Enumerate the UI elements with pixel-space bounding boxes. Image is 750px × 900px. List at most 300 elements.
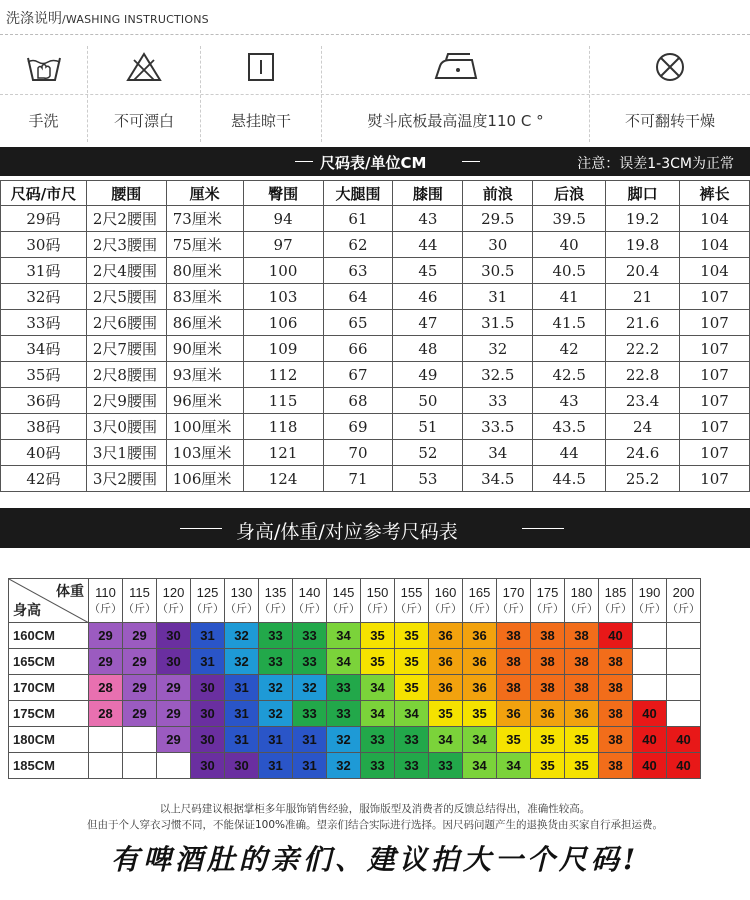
no-tumble-dry-icon xyxy=(650,50,690,84)
size-cell: 29 xyxy=(89,623,123,649)
table-cell: 97 xyxy=(243,232,323,258)
size-cell: 36 xyxy=(463,649,497,675)
weight-unit: （斤） xyxy=(225,602,258,615)
table-cell: 30 xyxy=(463,232,533,258)
size-cell: 36 xyxy=(531,701,565,727)
weight-header xyxy=(463,579,497,623)
weight-header xyxy=(497,579,531,623)
weight-value: 170 xyxy=(502,584,525,600)
table-cell: 21.6 xyxy=(606,310,680,336)
table-row xyxy=(9,701,701,727)
weight-unit: （斤） xyxy=(191,602,224,615)
size-cell xyxy=(89,753,123,779)
title-line-right xyxy=(522,528,564,529)
table-cell: 103 xyxy=(243,284,323,310)
size-cell: 33 xyxy=(293,701,327,727)
table-cell: 107 xyxy=(680,310,750,336)
size-cell: 29 xyxy=(123,675,157,701)
weight-header xyxy=(123,579,157,623)
wash-label: 不可漂白 xyxy=(113,112,174,130)
table-cell: 19.8 xyxy=(606,232,680,258)
size-cell: 32 xyxy=(293,675,327,701)
weight-unit: （斤） xyxy=(361,602,394,615)
table-cell: 33.5 xyxy=(463,414,533,440)
size-cell xyxy=(123,727,157,753)
size-cell: 31 xyxy=(225,701,259,727)
slogan: 有啤酒肚的亲们、建议拍大一个尺码! xyxy=(110,843,640,876)
table-cell: 47 xyxy=(393,310,463,336)
table-cell: 2尺3腰围 xyxy=(86,232,166,258)
height-cell: 160CM xyxy=(9,623,89,649)
table-row xyxy=(1,206,750,232)
table-cell: 34码 xyxy=(1,336,87,362)
table-cell: 42.5 xyxy=(533,362,606,388)
size-cell: 28 xyxy=(89,675,123,701)
weight-value: 180 xyxy=(570,584,593,600)
title-line-left xyxy=(295,161,313,162)
table-cell: 29码 xyxy=(1,206,87,232)
table-cell: 29.5 xyxy=(463,206,533,232)
weight-unit: （斤） xyxy=(327,602,360,615)
size-cell: 29 xyxy=(89,649,123,675)
size-cell: 34 xyxy=(463,727,497,753)
size-cell: 36 xyxy=(463,623,497,649)
size-table xyxy=(0,180,750,492)
table-cell: 22.2 xyxy=(606,336,680,362)
table-cell: 3尺0腰围 xyxy=(86,414,166,440)
size-cell: 34 xyxy=(361,701,395,727)
size-cell: 38 xyxy=(531,649,565,675)
table-cell: 73厘米 xyxy=(166,206,243,232)
table-cell: 20.4 xyxy=(606,258,680,284)
weight-value: 115 xyxy=(129,584,150,600)
weight-header xyxy=(157,579,191,623)
size-cell: 34 xyxy=(497,753,531,779)
size-cell: 40 xyxy=(633,727,667,753)
weight-label: 体重 xyxy=(56,583,84,599)
table-cell: 43 xyxy=(393,206,463,232)
column-header: 前浪 xyxy=(463,181,533,206)
title-line-left xyxy=(180,528,222,529)
weight-unit: （斤） xyxy=(633,602,666,615)
size-cell: 30 xyxy=(191,675,225,701)
table-cell: 90厘米 xyxy=(166,336,243,362)
table-cell: 2尺7腰围 xyxy=(86,336,166,362)
column-header: 裤长 xyxy=(680,181,750,206)
size-cell: 34 xyxy=(429,727,463,753)
column-header: 膝围 xyxy=(393,181,463,206)
size-cell: 38 xyxy=(565,623,599,649)
divider xyxy=(0,94,750,95)
table-cell: 40 xyxy=(533,232,606,258)
table-cell: 24.6 xyxy=(606,440,680,466)
table-cell: 100厘米 xyxy=(166,414,243,440)
iron-icon xyxy=(432,50,480,84)
size-cell: 36 xyxy=(497,701,531,727)
size-cell xyxy=(89,727,123,753)
size-cell xyxy=(667,649,701,675)
table-cell: 3尺1腰围 xyxy=(86,440,166,466)
table-cell: 96厘米 xyxy=(166,388,243,414)
weight-header xyxy=(565,579,599,623)
size-cell: 31 xyxy=(293,727,327,753)
disclaimer-line-2: 但由于个人穿衣习惯不同，不能保证100%准确。望亲们结合实际进行选择。因尺码问题产生的退换货由买家自行承担运费。 xyxy=(86,819,664,831)
table-cell: 94 xyxy=(243,206,323,232)
washing-title xyxy=(6,8,209,28)
table-cell: 66 xyxy=(323,336,393,362)
size-cell: 36 xyxy=(463,675,497,701)
no-bleach-icon xyxy=(124,50,164,84)
size-cell: 33 xyxy=(395,727,429,753)
table-cell: 109 xyxy=(243,336,323,362)
size-cell: 31 xyxy=(259,727,293,753)
weight-header xyxy=(531,579,565,623)
weight-header xyxy=(89,579,123,623)
washing-title-cn: 洗涤说明 xyxy=(6,11,62,27)
size-cell: 35 xyxy=(361,649,395,675)
divider xyxy=(0,34,750,35)
table-cell: 33 xyxy=(463,388,533,414)
table-cell: 45 xyxy=(393,258,463,284)
table-cell: 68 xyxy=(323,388,393,414)
size-cell xyxy=(667,623,701,649)
size-cell: 31 xyxy=(191,623,225,649)
table-cell: 106 xyxy=(243,310,323,336)
weight-unit: （斤） xyxy=(531,602,564,615)
weight-value: 125 xyxy=(196,584,219,600)
table-cell: 62 xyxy=(323,232,393,258)
weight-header xyxy=(225,579,259,623)
size-cell: 34 xyxy=(463,753,497,779)
table-cell: 41 xyxy=(533,284,606,310)
height-cell: 175CM xyxy=(9,701,89,727)
weight-value: 190 xyxy=(638,584,661,600)
table-cell: 107 xyxy=(680,440,750,466)
table-cell: 19.2 xyxy=(606,206,680,232)
weight-value: 110 xyxy=(95,584,116,600)
table-cell: 107 xyxy=(680,362,750,388)
size-cell: 34 xyxy=(361,675,395,701)
weight-value: 120 xyxy=(162,584,185,600)
weight-value: 165 xyxy=(468,584,491,600)
size-cell: 33 xyxy=(259,623,293,649)
table-row xyxy=(1,362,750,388)
table-cell: 34.5 xyxy=(463,466,533,492)
weight-unit: （斤） xyxy=(123,602,156,615)
weight-value: 160 xyxy=(434,584,457,600)
table-cell: 67 xyxy=(323,362,393,388)
table-cell: 48 xyxy=(393,336,463,362)
table-cell: 43 xyxy=(533,388,606,414)
size-cell: 31 xyxy=(191,649,225,675)
weight-value: 145 xyxy=(332,584,355,600)
size-cell: 35 xyxy=(497,727,531,753)
table-cell: 80厘米 xyxy=(166,258,243,284)
weight-value: 150 xyxy=(366,584,389,600)
weight-header xyxy=(429,579,463,623)
table-cell: 22.8 xyxy=(606,362,680,388)
size-cell: 32 xyxy=(259,701,293,727)
table-row xyxy=(1,336,750,362)
weight-value: 135 xyxy=(264,584,287,600)
weight-value: 140 xyxy=(298,584,321,600)
table-row xyxy=(9,753,701,779)
table-row xyxy=(1,232,750,258)
table-cell: 32码 xyxy=(1,284,87,310)
table-cell: 38码 xyxy=(1,414,87,440)
table-cell: 63 xyxy=(323,258,393,284)
size-cell: 35 xyxy=(531,753,565,779)
size-cell xyxy=(123,753,157,779)
size-chart-title: 尺码表/单位CM xyxy=(320,154,427,172)
table-cell: 64 xyxy=(323,284,393,310)
weight-header xyxy=(633,579,667,623)
size-cell: 38 xyxy=(565,649,599,675)
weight-header xyxy=(395,579,429,623)
size-table-header xyxy=(1,181,750,206)
table-cell: 53 xyxy=(393,466,463,492)
size-cell: 40 xyxy=(599,623,633,649)
size-cell: 38 xyxy=(599,701,633,727)
table-cell: 42码 xyxy=(1,466,87,492)
table-row xyxy=(1,466,750,492)
table-cell: 83厘米 xyxy=(166,284,243,310)
table-cell: 107 xyxy=(680,466,750,492)
weight-header xyxy=(361,579,395,623)
size-cell: 35 xyxy=(361,623,395,649)
size-cell: 29 xyxy=(123,701,157,727)
weight-header xyxy=(293,579,327,623)
table-cell: 2尺9腰围 xyxy=(86,388,166,414)
table-cell: 44.5 xyxy=(533,466,606,492)
size-cell xyxy=(633,623,667,649)
height-weight-title: 身高/体重/对应参考尺码表 xyxy=(236,521,458,543)
size-cell: 38 xyxy=(531,675,565,701)
size-cell: 33 xyxy=(429,753,463,779)
table-cell: 106厘米 xyxy=(166,466,243,492)
weight-unit: （斤） xyxy=(89,602,122,615)
size-cell: 38 xyxy=(531,623,565,649)
table-cell: 24 xyxy=(606,414,680,440)
weight-unit: （斤） xyxy=(497,602,530,615)
height-weight-table xyxy=(8,578,701,779)
height-cell: 170CM xyxy=(9,675,89,701)
column-header: 大腿围 xyxy=(323,181,393,206)
size-table-body xyxy=(1,206,750,492)
size-cell: 30 xyxy=(157,623,191,649)
table-cell: 43.5 xyxy=(533,414,606,440)
weight-unit: （斤） xyxy=(429,602,462,615)
table-cell: 44 xyxy=(533,440,606,466)
table-row xyxy=(9,623,701,649)
table-cell: 2尺2腰围 xyxy=(86,206,166,232)
height-cell: 180CM xyxy=(9,727,89,753)
table-cell: 112 xyxy=(243,362,323,388)
table-cell: 42 xyxy=(533,336,606,362)
table-cell: 71 xyxy=(323,466,393,492)
weight-unit: （斤） xyxy=(157,602,190,615)
height-weight-header xyxy=(9,579,701,623)
size-cell: 35 xyxy=(395,623,429,649)
size-cell: 36 xyxy=(429,649,463,675)
size-cell: 33 xyxy=(293,649,327,675)
table-cell: 2尺8腰围 xyxy=(86,362,166,388)
table-cell: 61 xyxy=(323,206,393,232)
weight-value: 155 xyxy=(400,584,423,600)
size-cell xyxy=(667,675,701,701)
weight-value: 130 xyxy=(230,584,253,600)
size-cell: 40 xyxy=(633,701,667,727)
size-cell: 36 xyxy=(429,623,463,649)
weight-unit: （斤） xyxy=(293,602,326,615)
table-cell: 69 xyxy=(323,414,393,440)
size-cell: 36 xyxy=(429,675,463,701)
size-cell: 31 xyxy=(259,753,293,779)
size-cell: 29 xyxy=(123,623,157,649)
size-cell: 30 xyxy=(191,753,225,779)
table-cell: 103厘米 xyxy=(166,440,243,466)
table-cell: 2尺6腰围 xyxy=(86,310,166,336)
size-cell xyxy=(157,753,191,779)
table-cell: 35码 xyxy=(1,362,87,388)
size-cell: 34 xyxy=(327,623,361,649)
size-chart-note: 注意：误差1-3CM为正常 xyxy=(577,156,734,172)
table-cell: 46 xyxy=(393,284,463,310)
disclaimer-line-1: 以上尺码建议根据掌柜多年服饰销售经验，服饰版型及消费者的反馈总结得出，准确性较高。 xyxy=(159,803,591,815)
size-cell: 30 xyxy=(157,649,191,675)
size-cell: 32 xyxy=(225,623,259,649)
size-cell: 38 xyxy=(497,675,531,701)
size-cell: 40 xyxy=(667,753,701,779)
size-cell: 28 xyxy=(89,701,123,727)
height-label: 身高 xyxy=(13,602,41,618)
table-cell: 23.4 xyxy=(606,388,680,414)
size-cell: 31 xyxy=(225,727,259,753)
column-header: 尺码/市尺 xyxy=(1,181,87,206)
weight-unit: （斤） xyxy=(599,602,632,615)
weight-header xyxy=(667,579,701,623)
height-weight-header-band xyxy=(0,508,750,548)
size-chart-header-band xyxy=(0,147,750,176)
table-cell: 115 xyxy=(243,388,323,414)
wash-label: 手洗 xyxy=(28,112,59,130)
size-cell: 38 xyxy=(599,649,633,675)
table-cell: 32.5 xyxy=(463,362,533,388)
table-row xyxy=(1,310,750,336)
height-weight-body xyxy=(9,623,701,779)
size-cell: 32 xyxy=(327,753,361,779)
table-cell: 65 xyxy=(323,310,393,336)
table-cell: 3尺2腰围 xyxy=(86,466,166,492)
column-header: 臀围 xyxy=(243,181,323,206)
table-row xyxy=(9,675,701,701)
table-cell: 33码 xyxy=(1,310,87,336)
table-corner xyxy=(9,579,89,623)
weight-header xyxy=(191,579,225,623)
weight-unit: （斤） xyxy=(259,602,292,615)
weight-header xyxy=(259,579,293,623)
size-cell xyxy=(667,701,701,727)
size-cell: 29 xyxy=(157,701,191,727)
table-cell: 107 xyxy=(680,284,750,310)
wash-label: 熨斗底板最高温度110 C ° xyxy=(367,112,544,130)
table-cell: 30码 xyxy=(1,232,87,258)
table-cell: 86厘米 xyxy=(166,310,243,336)
weight-value: 200 xyxy=(672,584,695,600)
height-cell: 185CM xyxy=(9,753,89,779)
table-cell: 50 xyxy=(393,388,463,414)
size-cell: 35 xyxy=(531,727,565,753)
size-cell: 33 xyxy=(293,623,327,649)
size-cell: 29 xyxy=(157,675,191,701)
table-cell: 52 xyxy=(393,440,463,466)
table-cell: 32 xyxy=(463,336,533,362)
size-cell: 35 xyxy=(565,753,599,779)
table-cell: 100 xyxy=(243,258,323,284)
table-row xyxy=(1,440,750,466)
title-line-right xyxy=(462,161,480,162)
table-cell: 107 xyxy=(680,414,750,440)
size-cell: 29 xyxy=(123,649,157,675)
weight-header xyxy=(599,579,633,623)
size-cell: 31 xyxy=(293,753,327,779)
table-cell: 2尺4腰围 xyxy=(86,258,166,284)
weight-unit: （斤） xyxy=(565,602,598,615)
table-cell: 93厘米 xyxy=(166,362,243,388)
table-cell: 21 xyxy=(606,284,680,310)
size-cell: 29 xyxy=(157,727,191,753)
size-cell: 30 xyxy=(225,753,259,779)
size-cell: 33 xyxy=(395,753,429,779)
size-cell: 40 xyxy=(667,727,701,753)
table-cell: 121 xyxy=(243,440,323,466)
size-cell: 38 xyxy=(599,675,633,701)
table-cell: 104 xyxy=(680,206,750,232)
column-header: 后浪 xyxy=(533,181,606,206)
table-cell: 104 xyxy=(680,258,750,284)
column-header: 厘米 xyxy=(166,181,243,206)
weight-unit: （斤） xyxy=(463,602,496,615)
table-cell: 41.5 xyxy=(533,310,606,336)
table-cell: 104 xyxy=(680,232,750,258)
size-cell: 34 xyxy=(395,701,429,727)
size-cell: 32 xyxy=(259,675,293,701)
size-cell: 35 xyxy=(429,701,463,727)
size-cell: 30 xyxy=(191,727,225,753)
column-header: 脚口 xyxy=(606,181,680,206)
size-cell: 35 xyxy=(565,727,599,753)
size-cell: 38 xyxy=(497,649,531,675)
size-cell xyxy=(633,675,667,701)
size-cell: 35 xyxy=(463,701,497,727)
table-row xyxy=(1,388,750,414)
table-cell: 40.5 xyxy=(533,258,606,284)
weight-value: 175 xyxy=(536,584,559,600)
table-cell: 49 xyxy=(393,362,463,388)
table-cell: 70 xyxy=(323,440,393,466)
table-cell: 34 xyxy=(463,440,533,466)
table-cell: 51 xyxy=(393,414,463,440)
table-row xyxy=(1,284,750,310)
table-cell: 107 xyxy=(680,388,750,414)
table-cell: 30.5 xyxy=(463,258,533,284)
weight-unit: （斤） xyxy=(395,602,428,615)
wash-label: 不可翻转干燥 xyxy=(624,112,715,130)
weight-header xyxy=(327,579,361,623)
table-cell: 31码 xyxy=(1,258,87,284)
hand-wash-icon xyxy=(24,50,64,84)
table-cell: 39.5 xyxy=(533,206,606,232)
